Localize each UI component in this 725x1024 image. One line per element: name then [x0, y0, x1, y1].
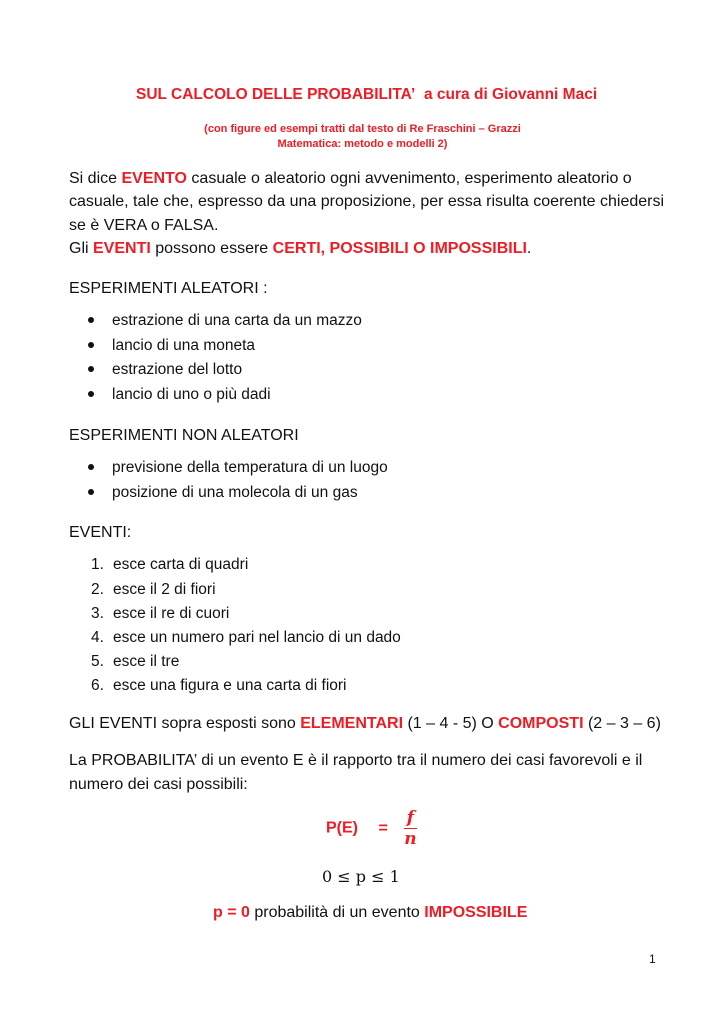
item-text: esce il 2 di fiori	[113, 581, 216, 598]
list-item	[88, 459, 388, 477]
list-item	[88, 337, 255, 355]
evento-term: EVENTO	[121, 170, 187, 187]
item-number: 1.	[91, 556, 104, 573]
intro-text: Si dice	[69, 170, 122, 187]
list-item	[88, 361, 242, 379]
probability-range: 0 ≤ p ≤ 1	[322, 867, 400, 886]
numbered-item	[91, 653, 179, 671]
numbered-item	[91, 605, 229, 623]
eventi-heading: EVENTI:	[69, 524, 132, 541]
elementari-term: ELEMENTARI	[300, 715, 404, 732]
list-item-text: lancio di uno o più dadi	[112, 386, 271, 403]
probability-formula	[326, 808, 417, 849]
intro-text: .	[526, 240, 532, 257]
formula-denominator: n	[404, 829, 417, 849]
intro-line-1	[69, 167, 632, 190]
intro-line-3: se è VERA o FALSA.	[69, 217, 219, 234]
aleatori-heading: ESPERIMENTI ALEATORI :	[69, 280, 268, 297]
bullet-icon	[88, 366, 94, 372]
formula-equals: =	[378, 819, 388, 837]
numbered-item	[91, 581, 216, 599]
list-item-text: lancio di una moneta	[112, 337, 256, 354]
document-author: a cura di Giovanni Maci	[424, 86, 598, 103]
composti-term: COMPOSTI	[498, 715, 584, 732]
impossibile-term: IMPOSSIBILE	[424, 904, 528, 921]
definition-line-2: numero dei casi possibili:	[69, 776, 248, 793]
eventi-term: EVENTI	[93, 240, 151, 257]
non-aleatori-heading: ESPERIMENTI NON ALEATORI	[69, 427, 299, 444]
intro-line-2: casuale, tale che, espresso da una proposizione, per essa risulta coerente chiedersi	[69, 193, 665, 210]
formula-fraction	[404, 808, 416, 849]
classification-line	[69, 712, 661, 735]
numbered-item	[91, 556, 248, 574]
definition-line-1: La PROBABILITA’ di un evento E è il rapporto tra il numero dei casi favorevoli e il	[69, 752, 643, 769]
page-number: 1	[649, 952, 656, 966]
item-text: esce un numero pari nel lancio di un dado	[113, 629, 401, 646]
impossible-text: probabilità di un evento	[249, 904, 425, 921]
bullet-icon	[88, 342, 94, 348]
item-number: 3.	[91, 605, 104, 622]
item-number: 6.	[91, 677, 104, 694]
bullet-icon	[88, 464, 94, 470]
list-item-text: estrazione del lotto	[112, 361, 243, 378]
p-zero: p = 0	[213, 904, 250, 921]
item-text: esce il tre	[113, 653, 180, 670]
item-number: 2.	[91, 581, 104, 598]
source-note-line-2: Matematica: metodo e modelli 2)	[277, 138, 448, 150]
list-item	[88, 386, 271, 404]
intro-text: Gli	[69, 240, 93, 257]
list-item	[88, 484, 358, 502]
list-item-text: previsione della temperatura di un luogo	[112, 459, 388, 476]
bullet-icon	[88, 317, 94, 323]
list-item-text: posizione di una molecola di un gas	[112, 484, 358, 501]
list-item-text: estrazione di una carta da un mazzo	[112, 312, 362, 329]
item-text: esce carta di quadri	[113, 556, 249, 573]
source-note-line-1: (con figure ed esempi tratti dal testo di Re Fraschini – Grazzi	[204, 123, 521, 135]
classification-text: GLI EVENTI sopra esposti sono	[69, 715, 301, 732]
title-line	[0, 86, 725, 108]
impossible-line	[213, 904, 527, 922]
numbered-item	[91, 629, 401, 647]
item-number: 4.	[91, 629, 104, 646]
bullet-icon	[88, 391, 94, 397]
list-item	[88, 312, 362, 330]
bullet-icon	[88, 489, 94, 495]
item-number: 5.	[91, 653, 104, 670]
intro-text: possono essere	[150, 240, 273, 257]
classification-text: (2 – 3 – 6)	[583, 715, 661, 732]
formula-lhs: P(E)	[326, 819, 358, 837]
intro-line-4	[69, 237, 531, 260]
item-text: esce una figura e una carta di fiori	[113, 677, 347, 694]
numbered-item	[91, 677, 347, 695]
intro-text: casuale o aleatorio ogni avvenimento, esperimento aleatorio o	[186, 170, 632, 187]
item-text: esce il re di cuori	[113, 605, 230, 622]
formula-numerator: f	[404, 808, 416, 829]
document-title: SUL CALCOLO DELLE PROBABILITA’	[136, 86, 416, 103]
classification-text: (1 – 4 - 5) O	[403, 715, 499, 732]
event-types: CERTI, POSSIBILI O IMPOSSIBILI	[272, 240, 527, 257]
